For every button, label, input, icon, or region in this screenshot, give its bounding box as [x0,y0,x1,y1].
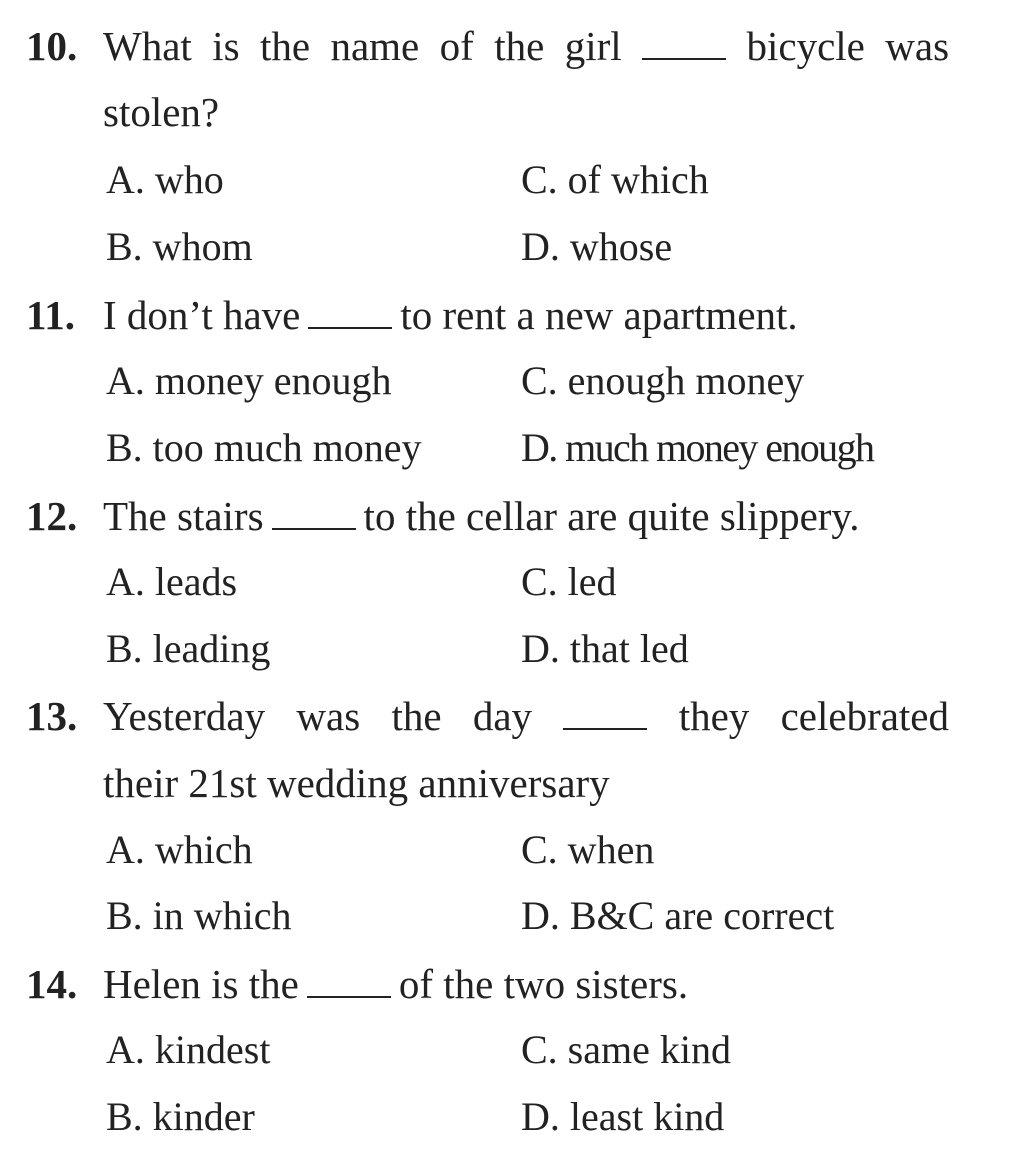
option-d[interactable]: D. B&C are correct [521,893,835,938]
question-text: The stairs to the cellar are quite slippery. [103,493,860,539]
option-c[interactable]: C. led [521,559,617,604]
question-line [0,285,1024,345]
question-line-2 [0,82,1024,142]
answer-blank [307,966,391,998]
question-text: What is the name of the girl bicycle was [103,23,950,69]
option-b[interactable]: B. in which [106,893,292,938]
option-a[interactable]: A. which [106,827,253,872]
question-line [0,954,1024,1014]
option-c[interactable]: C. when [521,827,655,872]
question-line-2 [0,753,1024,813]
answer-blank [642,28,726,60]
question-text-continued: stolen? [103,89,220,135]
answer-blank [272,498,356,530]
answer-blank [308,297,392,329]
option-b[interactable]: B. kinder [106,1094,255,1139]
option-d[interactable]: D. that led [521,626,689,671]
option-a[interactable]: A. money enough [106,358,392,403]
question-number: 14. [26,961,78,1007]
question-text-continued: their 21st wedding anniversary [103,760,610,806]
question-text: Yesterday was the day they celebrated [103,693,950,739]
question-line [0,16,1024,76]
option-b[interactable]: B. leading [106,626,271,671]
question-number: 12. [26,493,78,539]
answer-blank [563,698,647,730]
question-number: 10. [26,23,78,69]
option-b[interactable]: B. too much money [106,425,422,470]
option-c[interactable]: C. enough money [521,358,805,403]
option-d[interactable]: D. whose [521,224,673,269]
question-line [0,486,1024,546]
option-d[interactable]: D. much money enough [521,425,874,470]
question-text: I don’t have to rent a new apartment. [103,292,798,338]
option-b[interactable]: B. whom [106,224,253,269]
option-a[interactable]: A. who [106,157,224,202]
question-number: 13. [26,693,78,739]
question-number: 11. [26,292,75,338]
option-c[interactable]: C. of which [521,157,709,202]
option-a[interactable]: A. leads [106,559,238,604]
option-c[interactable]: C. same kind [521,1027,731,1072]
question-line [0,686,1024,746]
option-d[interactable]: D. least kind [521,1094,725,1139]
question-text: Helen is the of the two sisters. [103,961,689,1007]
option-a[interactable]: A. kindest [106,1027,271,1072]
